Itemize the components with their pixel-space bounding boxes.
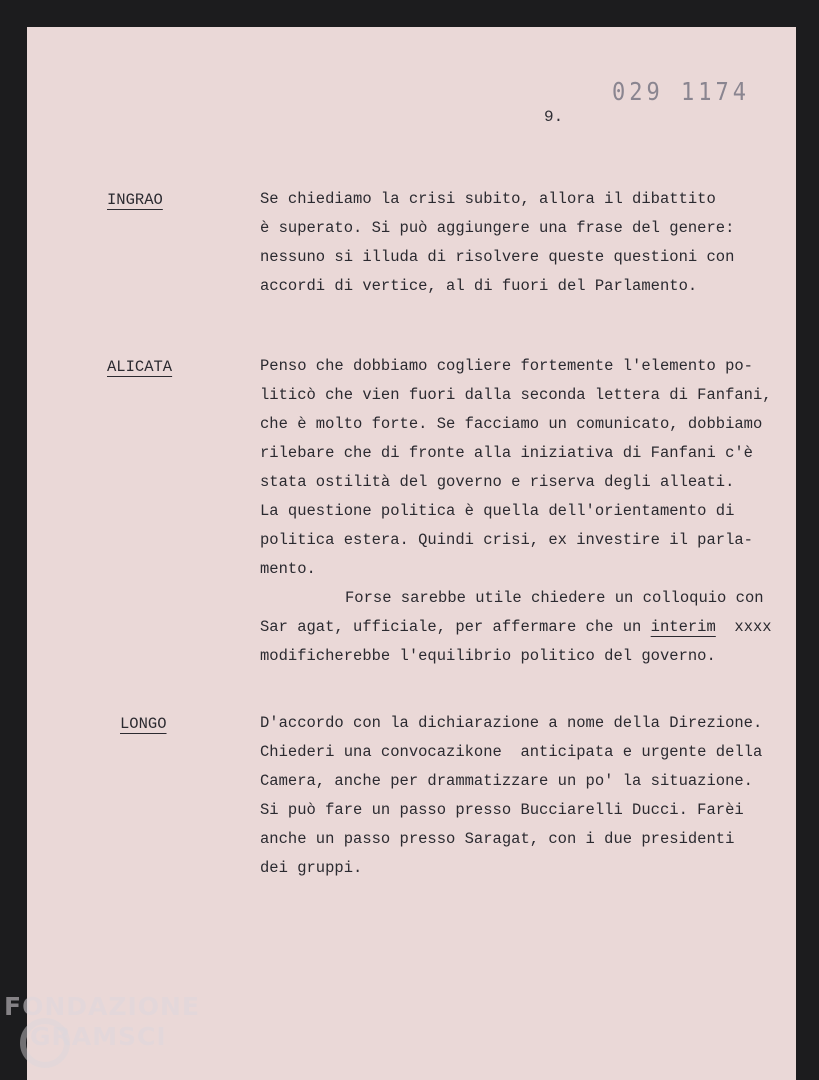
text-line: modificherebbe l'equilibrio politico del governo. (260, 647, 716, 665)
speaker-alicata: ALICATA (107, 358, 173, 376)
speaker-longo: LONGO (120, 715, 167, 733)
text-line: anche un passo presso Saragat, con i due presidenti (260, 830, 735, 848)
text-line: La questione politica è quella dell'orientamento di (260, 502, 735, 520)
text-line: liticò che vien fuori dalla seconda lettera di Fanfani, (260, 386, 772, 404)
archive-stamp: 029 1174 (612, 78, 750, 107)
underlined-word: interim (650, 618, 716, 636)
paragraph-alicata (260, 352, 790, 671)
watermark-line-1: FONDAZIONE (4, 992, 201, 1021)
text-line: accordi di vertice, al di fuori del Parlamento. (260, 277, 698, 295)
text-line: Chiederi una convocazikone anticipata e urgente della (260, 743, 763, 761)
text-line: stata ostilità del governo e riserva degli alleati. (260, 473, 735, 491)
text-line: è superato. Si può aggiungere una frase del genere: (260, 219, 735, 237)
text-line: Si può fare un passo presso Bucciarelli Ducci. Farèi (260, 801, 744, 819)
paragraph-ingrao (260, 185, 790, 301)
speaker-ingrao: INGRAO (107, 191, 163, 209)
text-line: politica estera. Quindi crisi, ex investire il parla- (260, 531, 753, 549)
text-line: che è molto forte. Se facciamo un comunicato, dobbiamo (260, 415, 763, 433)
text-line: mento. (260, 560, 316, 578)
text-line: rilebare che di fronte alla iniziativa di Fanfani c'è (260, 444, 753, 462)
text-line: Camera, anche per drammatizzare un po' la situazione. (260, 772, 753, 790)
text-line: Se chiediamo la crisi subito, allora il dibattito (260, 190, 716, 208)
text-line: dei gruppi. (260, 859, 363, 877)
text-line: nessuno si illuda di risolvere queste questioni con (260, 248, 735, 266)
text-fragment: Sar agat, ufficiale, per affermare che un (260, 618, 651, 636)
text-line: Penso che dobbiamo cogliere fortemente l'elemento po- (260, 357, 753, 375)
paragraph-longo (260, 709, 790, 883)
page-number: 9. (544, 108, 564, 126)
text-line-interim (260, 613, 790, 642)
text-line: D'accordo con la dichiarazione a nome della Direzione. (260, 714, 763, 732)
watermark-line-2: GRAMSCI (30, 1022, 167, 1051)
struck-text: xxxx (734, 618, 772, 636)
text-line: Forse sarebbe utile chiedere un colloquio con (345, 589, 764, 607)
watermark (4, 992, 200, 1052)
